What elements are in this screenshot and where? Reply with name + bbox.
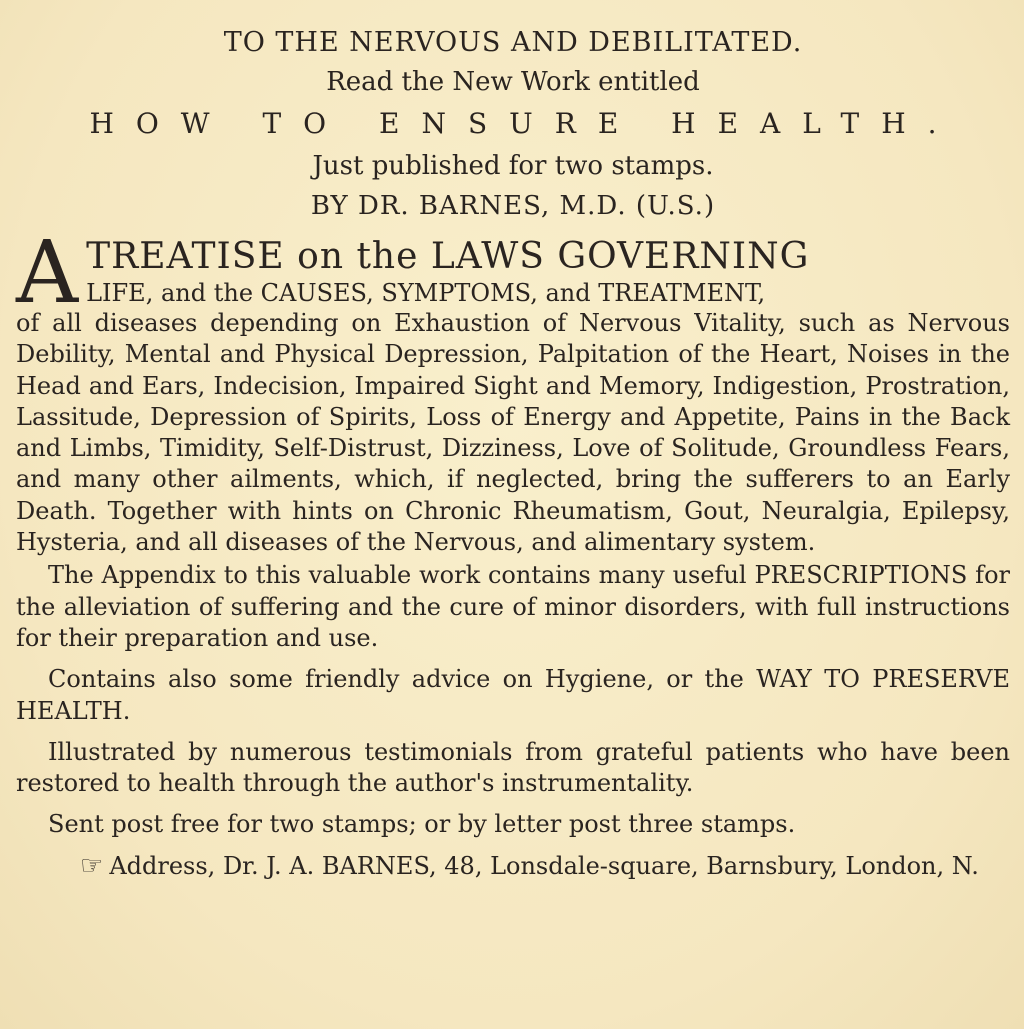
headline: TO THE NERVOUS AND DEBILITATED. xyxy=(223,27,803,58)
book-title: HOW TO ENSURE HEALTH. xyxy=(89,107,959,140)
drop-cap: A xyxy=(16,223,79,323)
author-line: BY DR. BARNES, M.D. (U.S.) xyxy=(310,191,716,221)
address-text: Address, Dr. J. A. BARNES, 48, Lonsdale-square, Barnsbury, London, N. xyxy=(109,851,979,880)
subheadline: Read the New Work entitled xyxy=(326,67,700,97)
treatise-subheading: LIFE, and the CAUSES, SYMPTOMS, and TREATMENT, xyxy=(86,279,766,307)
treatise-heading: TREATISE on the LAWS GOVERNING xyxy=(86,236,810,277)
appendix-paragraph: The Appendix to this valuable work contains many useful PRESCRIPTIONS for the alleviation of suffering and the cure of minor disorders, with full instructions for their preparation and use. xyxy=(16,561,1010,652)
postage-paragraph: Sent post free for two stamps; or by letter post three stamps. xyxy=(48,810,796,839)
price-note: Just published for two stamps. xyxy=(312,151,714,181)
treatise-paragraph xyxy=(16,223,1010,558)
hygiene-paragraph: Contains also some friendly advice on Hygiene, or the WAY TO PRESERVE HEALTH. xyxy=(16,665,1010,725)
pointing-hand-icon: ☞ xyxy=(80,850,104,881)
testimonials-paragraph: Illustrated by numerous testimonials from grateful patients who have been restored to health through the author's instrumentality. xyxy=(16,737,1010,798)
treatise-body: of all diseases depending on Exhaustion of Nervous Vitality, such as Nervous Debility, Mental and Physical Depression, Palpitation of the Heart, Noises in the Head and Ears, Indecision, Impaired Sight and Memory, Indigestion, Prostration, Lassitude, Depression of Spirits, Loss of Energy and Appetite, Pains in the Back and Limbs, Timidity, Self-Distrust, Dizziness, Love of Solitude, Groundless Fears, and many other ailments, which, if neglected, bring the sufferers to an Early Death. Together with hints on Chronic Rheumatism, Gout, Neuralgia, Epilepsy, Hysteria, and all diseases of the Nervous, and alimentary system. xyxy=(16,309,1010,557)
address-paragraph xyxy=(16,851,1010,882)
